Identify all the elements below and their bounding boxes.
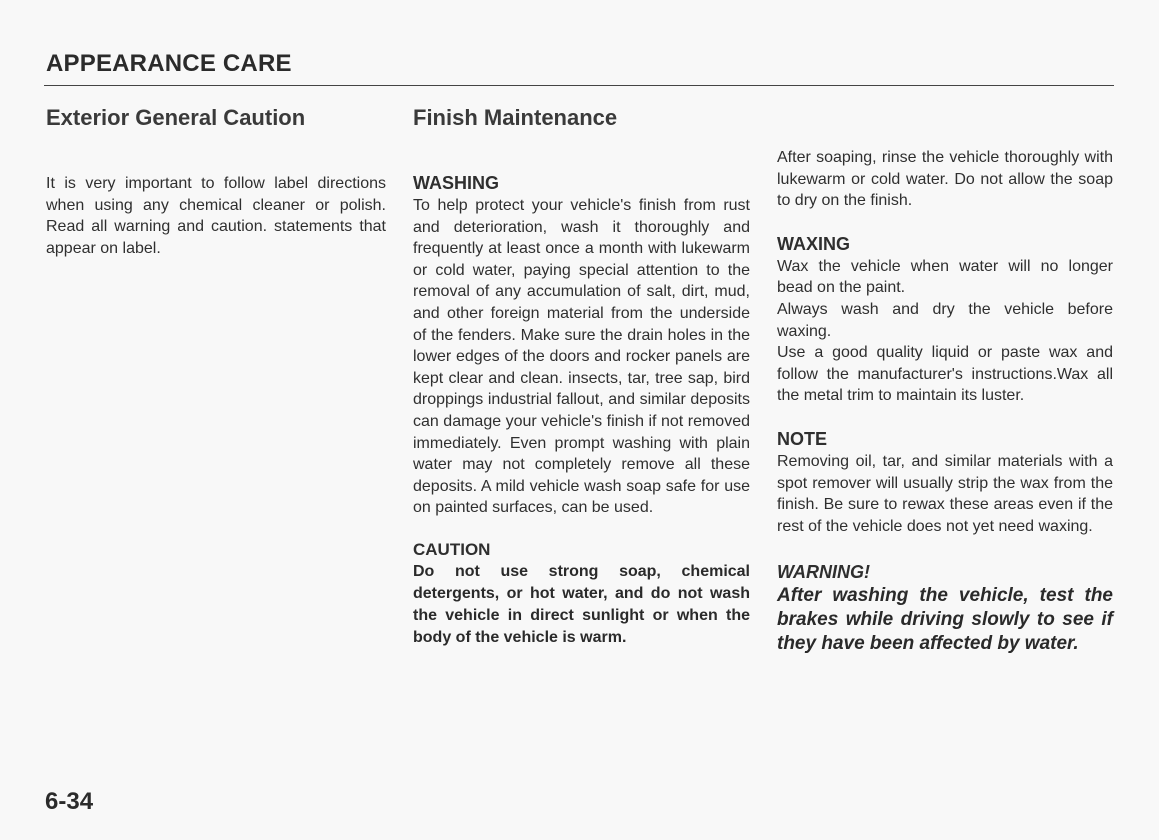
caution-heading: CAUTION [413, 539, 491, 559]
waxing-heading: WAXING [777, 233, 851, 254]
waxing-text-3: Use a good quality liquid or paste wax and follow the manufacturer's instructions.Wax all the metal trim to maintain its luster. [777, 344, 1113, 405]
column-waxing [777, 147, 1113, 656]
waxing-text-2: Always wash and dry the vehicle before waxing. [777, 300, 1113, 340]
rinse-text: After soaping, rinse the vehicle thoroughly with lukewarm or cold water. Do not allow the soap to dry on the finish. [777, 149, 1113, 210]
column-finish-maintenance [413, 103, 750, 649]
washing-heading: WASHING [413, 173, 500, 193]
note-heading: NOTE [777, 428, 828, 449]
caution-text: Do not use strong soap, chemical detergents, or hot water, and do not wash the vehicle in direct sunlight or when the body of the vehicle is warm. [413, 562, 750, 646]
exterior-caution-text: It is very important to follow label directions when using any chemical cleaner or polish. Read all warning and caution. statements that appear on label. [46, 175, 386, 257]
page-header-title: APPEARANCE CARE [46, 50, 292, 77]
washing-text: To help protect your vehicle's finish from rust and deterioration, wash it thoroughly and frequently at least once a month with lukewarm or cold water, paying special attention to the removal of any accumulation of salt, dirt, mud, and other foreign material from the underside of the fenders. Make sure the drain holes in the lower edges of the doors and rocker panels are kept clear and clean. insects, tar, tree sap, bird droppings industrial fallout, and similar deposits can damage your vehicle's finish if not removed immediately. Even prompt washing with plain water may not completely remove all these deposits. A mild vehicle wash soap safe for use on painted surfaces, can be used. [413, 197, 750, 517]
page-number: 6-34 [45, 788, 94, 815]
section-title-finish-maintenance: Finish Maintenance [413, 105, 618, 130]
section-title-exterior-caution: Exterior General Caution [46, 105, 306, 130]
column-exterior-caution [46, 103, 386, 259]
warning-heading: WARNING! [777, 562, 870, 583]
note-text: Removing oil, tar, and similar materials with a spot remover will usually strip the wax from the finish. Be sure to rewax these areas even if the rest of the vehicle does not yet need waxing. [777, 452, 1113, 535]
header-divider [44, 85, 1114, 86]
waxing-text-1: Wax the vehicle when water will no longer bead on the paint. [777, 257, 1113, 297]
warning-text: After washing the vehicle, test the brakes while driving slowly to see if they have been affected by water. [777, 585, 1113, 655]
